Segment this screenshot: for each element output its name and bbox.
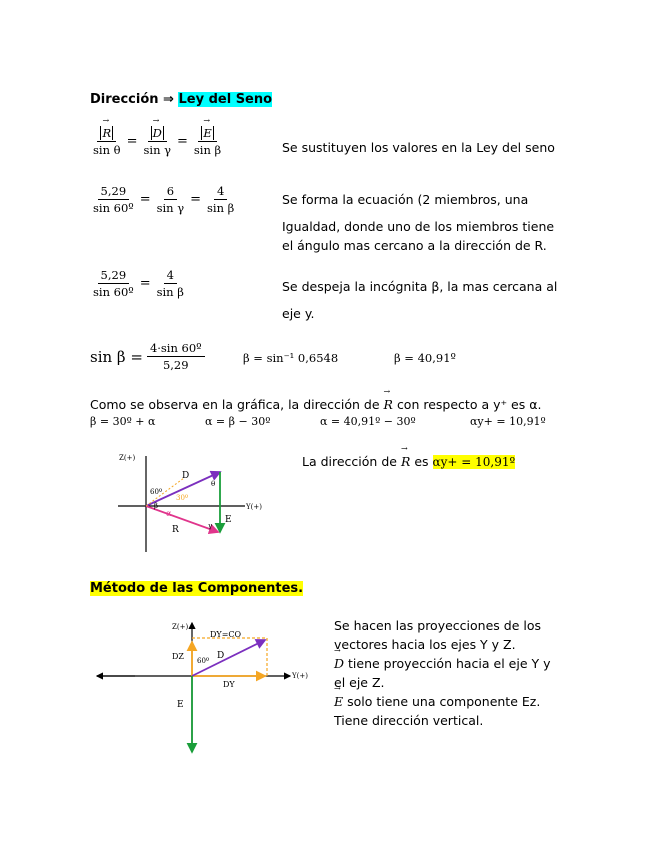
equation-sin-beta	[90, 341, 205, 372]
components-line-5	[334, 694, 540, 710]
equation-law-of-sines: → $\frac{R}{\text{sin θ}}$ = → $\frac{D}{\text{sin γ}}$ = → $\frac{E}{\text{sin β}}$	[90, 126, 224, 157]
denominator: sin β	[156, 285, 184, 299]
note-sustituyen: Se sustituyen los valores en la Ley del seno	[282, 140, 555, 155]
components-line-6: Tiene dirección vertical.	[334, 713, 484, 728]
note-despeja-1: Se despeja la incógnita β, la mas cercana al	[282, 279, 558, 294]
result-alpha-value: αy+ = 10,91º	[432, 455, 516, 469]
vector-r: → R	[384, 397, 393, 413]
observation-text	[90, 397, 541, 413]
title-prefix: Dirección ⇒	[90, 92, 174, 107]
gamma-label: γ	[208, 522, 213, 530]
theta-label: θ	[211, 480, 216, 488]
numerator: 6	[164, 184, 177, 200]
vector-e: → E	[203, 126, 211, 140]
vector-r: → R	[102, 126, 111, 140]
dy-label: DY	[223, 680, 235, 689]
beta-arcsin: β = sin⁻¹ 0,6548	[243, 351, 339, 365]
vector-d-label: D	[217, 651, 225, 661]
section-title-direccion	[90, 92, 272, 107]
denominator: sin β	[207, 201, 235, 215]
fraction-e	[191, 126, 224, 157]
components-line-3	[334, 656, 551, 672]
numerator: 5,29	[98, 184, 130, 200]
dz-label: DZ	[172, 652, 184, 661]
denominator: sin β	[193, 143, 222, 157]
denominator: sin γ	[156, 201, 185, 215]
result-es: es	[414, 454, 429, 469]
numerator: 4·sin 60º	[147, 341, 205, 357]
vector-e-label: E	[225, 515, 232, 525]
vector-r-label: R	[172, 525, 179, 535]
formula-alpha-result: αy+ = 10,91º	[470, 415, 546, 428]
vector-e: → E	[334, 694, 343, 710]
equation-two-members: $\frac{5,29}{\text{sin 60º}}$ = $\frac{4}{\text{sin β}}$	[90, 268, 187, 299]
formula-alpha-values: α = 40,91º − 30º	[320, 415, 416, 428]
vector-d: → D	[153, 126, 162, 140]
vector-r: → R	[401, 454, 410, 470]
dy-co-label: DY=CO	[210, 630, 242, 639]
numerator: 5,29	[98, 268, 130, 284]
components-line-1: Se hacen las proyecciones de los	[334, 618, 541, 633]
result-line	[302, 454, 515, 470]
denominator: sin θ	[93, 143, 121, 157]
alpha-label: α	[166, 509, 172, 518]
note-despeja-2: eje y.	[282, 306, 315, 321]
denominator: sin γ	[143, 143, 171, 157]
angle-30-label: 30º	[176, 494, 189, 502]
note-forma-ecuacion-1: Se forma la ecuación (2 miembros, una	[282, 192, 529, 207]
section-title-componentes	[90, 581, 303, 596]
components-line-3-text: tiene proyección hacia el eje Y y	[348, 656, 551, 671]
denominator: 5,29	[162, 358, 189, 372]
denominator: sin 60º	[93, 201, 134, 215]
denominator: sin 60º	[93, 285, 134, 299]
result-text: La dirección de	[302, 454, 397, 469]
title-metodo-componentes: Método de las Componentes.	[90, 581, 304, 596]
note-forma-ecuacion-3: el ángulo mas cercano a la dirección de R.	[282, 238, 547, 253]
numerator: 4	[214, 184, 227, 200]
axis-y-label: Y(+)	[292, 672, 308, 680]
sin-beta-lhs: sin β =	[90, 347, 143, 366]
vector-d-label: D	[182, 471, 190, 481]
numerator: 4	[164, 268, 177, 284]
axis-z-label: Z(+)	[172, 623, 189, 631]
angle-60-label: 60º	[150, 488, 163, 496]
vector-triangle-diagram	[110, 448, 270, 556]
beta-label: β	[154, 502, 159, 510]
vector-e-label: E	[177, 700, 184, 710]
observation-part-b: con respecto a y⁺ es α.	[396, 397, 542, 412]
axis-z-label: Z(+)	[119, 454, 136, 462]
components-line-4: el eje Z.	[334, 675, 385, 690]
axis-y-label: Y(+)	[246, 503, 262, 511]
components-line-2: vectores hacia los ejes Y y Z.	[334, 637, 516, 652]
fraction-d	[140, 126, 174, 157]
components-line-5-text: solo tiene una componente Ez.	[347, 694, 541, 709]
formula-beta: β = 30º + α	[90, 415, 156, 428]
note-forma-ecuacion-2: Igualdad, donde uno de los miembros tiene	[282, 219, 555, 234]
observation-part-a: Como se observa en la gráfica, la dirección de	[90, 397, 380, 412]
components-diagram	[95, 615, 320, 755]
title-highlight-ley-del-seno: Ley del Seno	[178, 92, 273, 107]
beta-value: β = 40,91º	[394, 351, 456, 365]
angle-60-label: 60º	[197, 657, 210, 665]
fraction-r	[90, 126, 124, 157]
formula-alpha: α = β − 30º	[205, 415, 271, 428]
vector-d: → D	[334, 656, 344, 672]
equation-substituted: $\frac{5,29}{\text{sin 60º}}$ = $\frac{6}{\text{sin γ}}$ = $\frac{4}{\text{sin β}}$	[90, 184, 237, 215]
